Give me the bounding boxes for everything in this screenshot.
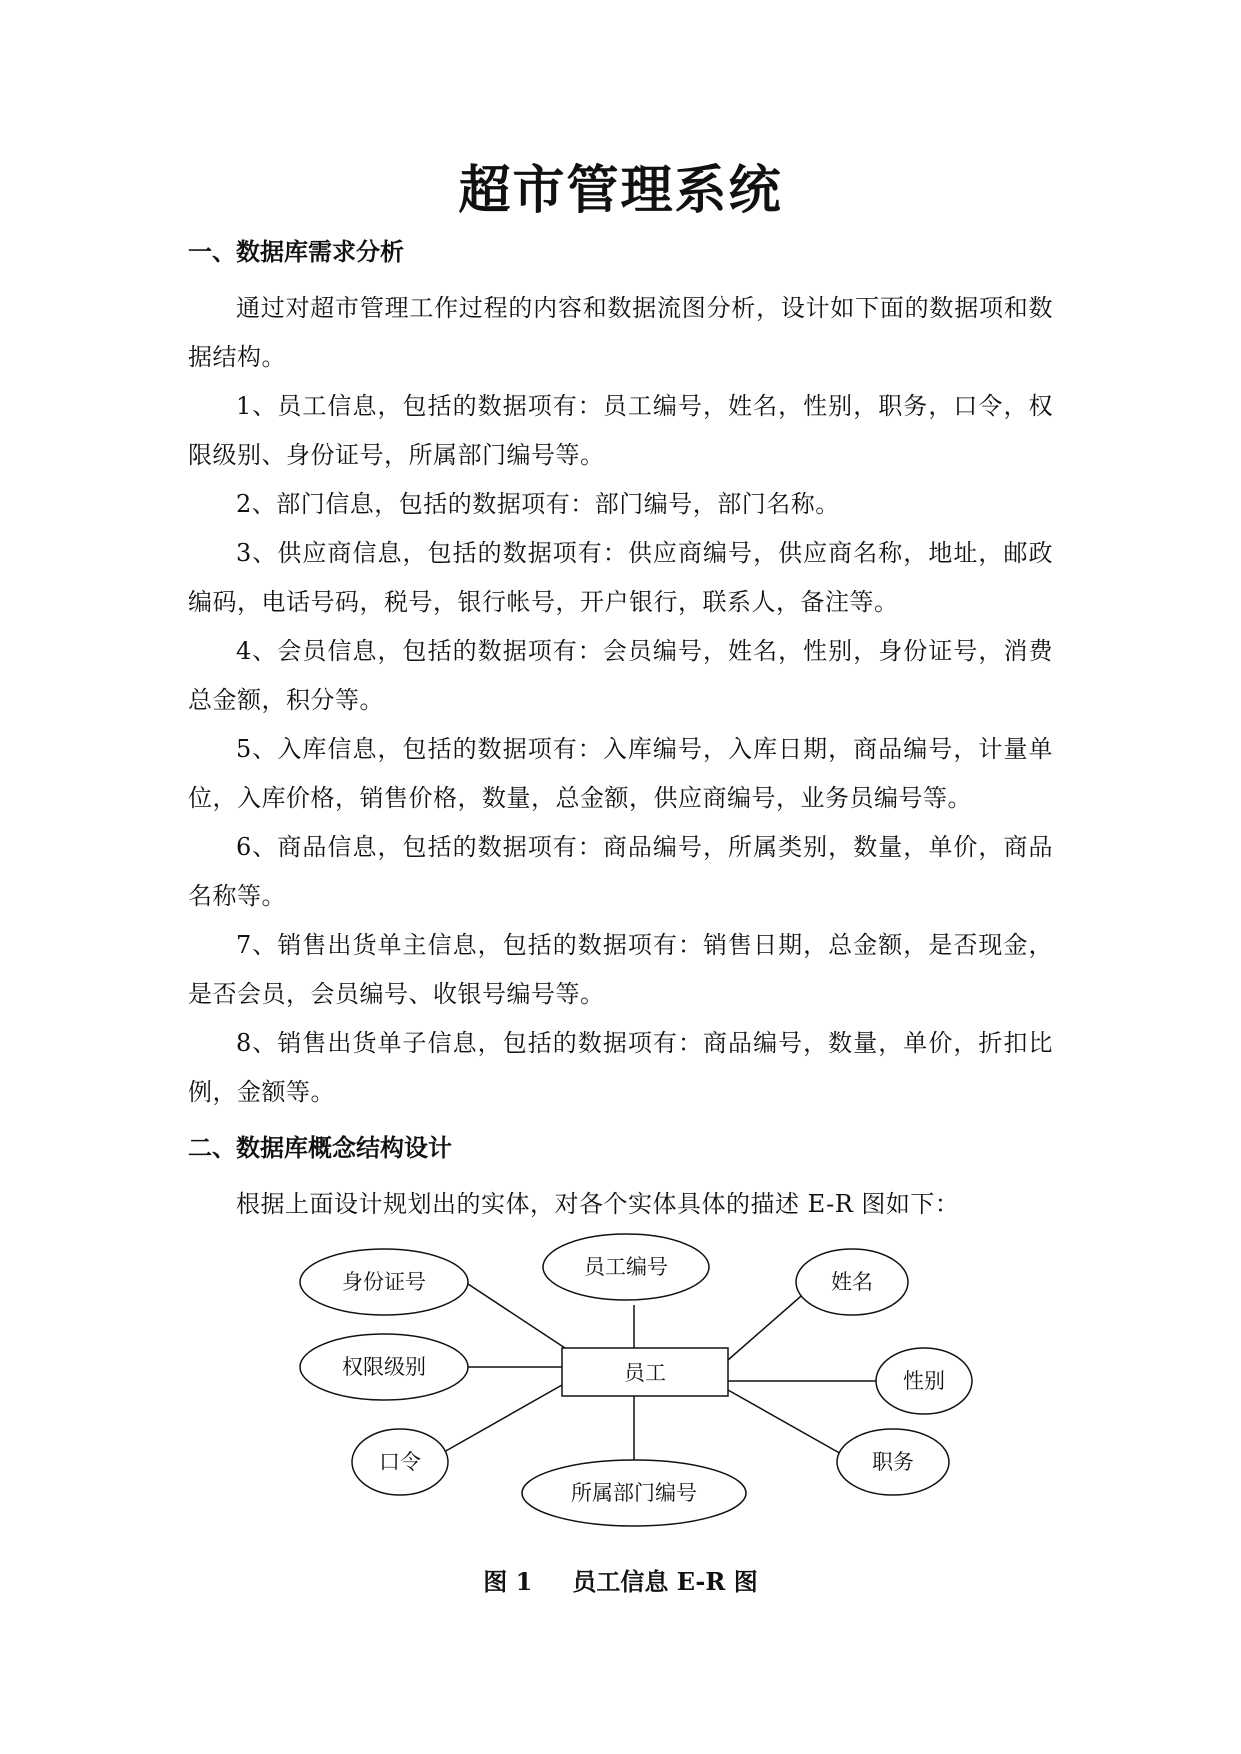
attribute-password-label: 口令 [379,1450,421,1474]
attribute-employee-no-label: 员工编号 [584,1255,668,1279]
attribute-permission [300,1334,468,1400]
paragraph-item-7: 7、销售出货单主信息，包括的数据项有：销售日期，总金额，是否现金，是否会员，会员编号、收银号编号等。 [188,931,1053,1008]
attribute-id-card [300,1249,468,1315]
attribute-dept-no [522,1460,746,1526]
paragraph-item-2: 2、部门信息，包括的数据项有：部门编号，部门名称。 [236,490,840,518]
attribute-position [837,1429,949,1495]
attribute-name-label: 姓名 [831,1270,873,1294]
attribute-gender [876,1348,972,1414]
paragraph-item-4: 4、会员信息，包括的数据项有：会员编号，姓名，性别，身份证号，消费总金额，积分等。 [188,637,1053,714]
er-diagram [0,1230,1241,1560]
attribute-position-label: 职务 [872,1450,914,1474]
paragraph-item-1: 1、员工信息，包括的数据项有：员工编号，姓名，性别，职务，口令，权限级别、身份证号，所属部门编号等。 [188,392,1053,469]
paragraph-item-5: 5、入库信息，包括的数据项有：入库编号，入库日期，商品编号，计量单位，入库价格，销售价格，数量，总金额，供应商编号，业务员编号等。 [188,735,1053,812]
figure-number: 图 1 [483,1567,533,1596]
section-heading-conceptual: 二、数据库概念结构设计 [188,1133,452,1162]
attribute-password [352,1429,448,1495]
entity-employee-label: 员工 [624,1361,666,1385]
attribute-gender-label: 性别 [903,1369,945,1393]
attribute-name [796,1249,908,1315]
paragraph-item-3: 3、供应商信息，包括的数据项有：供应商编号，供应商名称，地址，邮政编码，电话号码，税号，银行帐号，开户银行，联系人，备注等。 [188,539,1053,616]
paragraph-item-8: 8、销售出货单子信息，包括的数据项有：商品编号，数量，单价，折扣比例，金额等。 [188,1029,1053,1106]
attribute-dept-no-label: 所属部门编号 [571,1481,697,1505]
entity-employee [562,1348,728,1396]
connector-id-card [465,1282,565,1348]
section-heading-requirements: 一、数据库需求分析 [188,237,404,266]
attribute-id-card-label: 身份证号 [342,1270,426,1294]
paragraph-item-6: 6、商品信息，包括的数据项有：商品编号，所属类别，数量，单价，商品名称等。 [188,833,1053,910]
connector-position [728,1390,843,1455]
figure-caption [0,1562,1241,1597]
paragraph-er-intro: 根据上面设计规划出的实体，对各个实体具体的描述 E-R 图如下： [236,1190,960,1218]
connector-name [728,1290,808,1360]
paragraph-intro: 通过对超市管理工作过程的内容和数据流图分析，设计如下面的数据项和数据结构。 [188,294,1053,371]
connector-password [444,1385,562,1452]
document-title: 超市管理系统 [458,160,783,221]
figure-caption-text: 员工信息 E-R 图 [572,1567,758,1596]
attribute-permission-label: 权限级别 [342,1355,426,1379]
attribute-employee-no [543,1234,709,1300]
